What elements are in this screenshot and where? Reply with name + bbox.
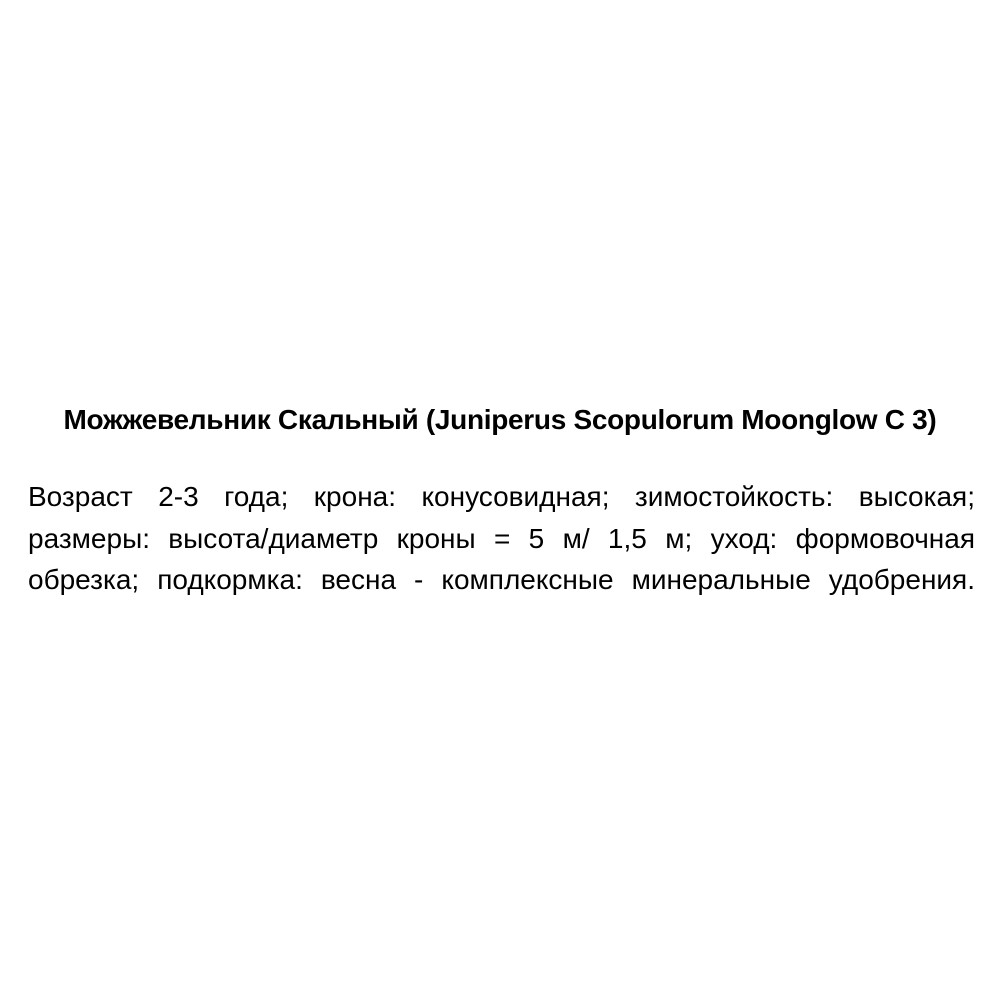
description-line-2: размеры: высота/диаметр кроны = 5 м/ 1,5 м; уход: формовочная — [28, 522, 975, 554]
description-line-1: Возраст 2-3 года; крона: конусовидная; зимостойкость: высокая; — [28, 481, 975, 512]
product-description — [28, 476, 975, 601]
description-line-3: обрезка; подкормка: весна - комплексные минеральные удобрения. — [28, 564, 975, 595]
product-title: Можжевельник Скальный (Juniperus Scopulorum Moonglow C 3) — [63, 404, 937, 435]
